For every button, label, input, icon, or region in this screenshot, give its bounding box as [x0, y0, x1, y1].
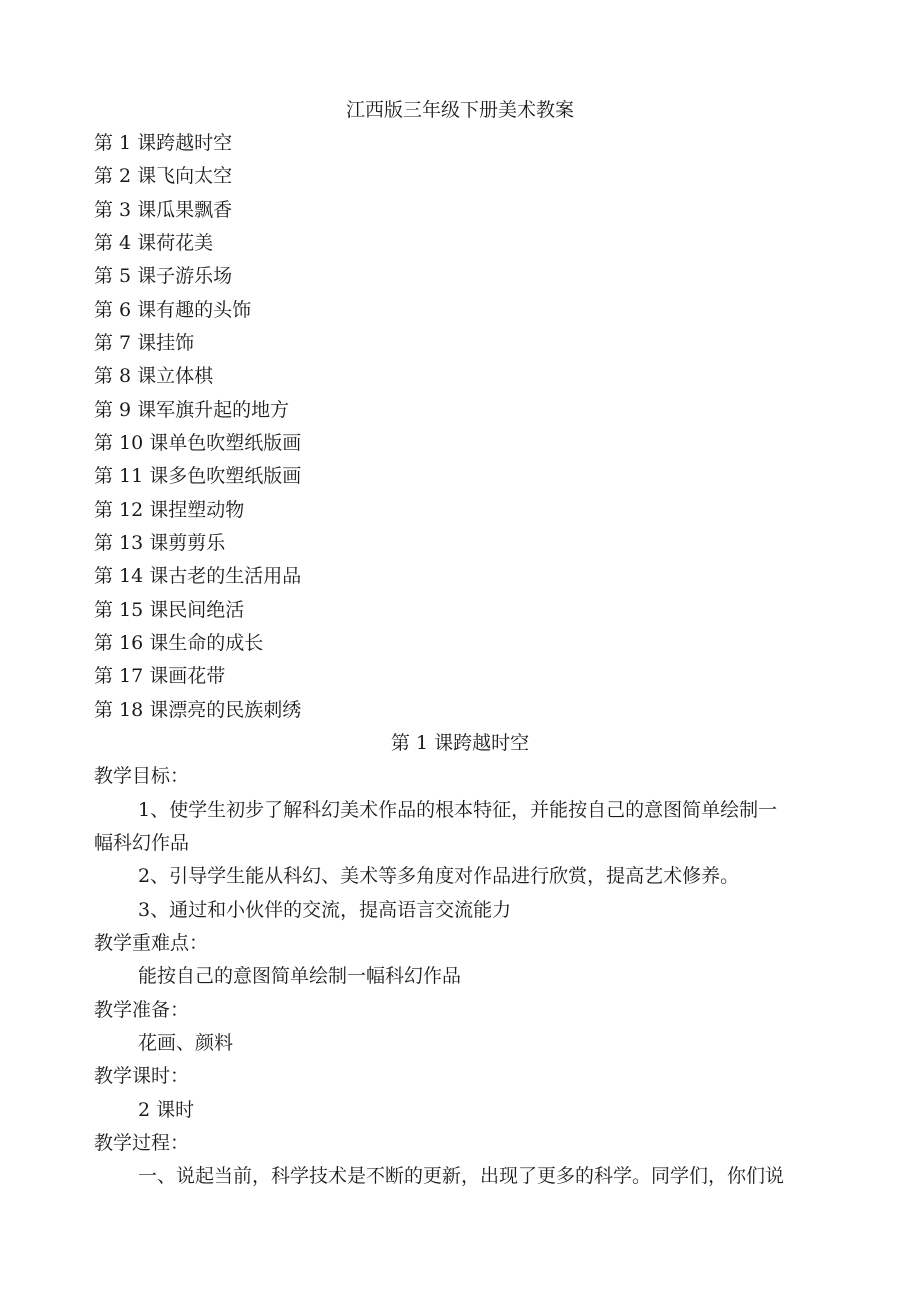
- toc-item: 第 12 课捏塑动物: [94, 499, 245, 521]
- preparation-text: 花画、颜料: [138, 1032, 234, 1054]
- process-text: 一、说起当前，科学技术是不断的更新，出现了更多的科学。同学们，你们说: [138, 1165, 785, 1187]
- toc-item: 第 14 课古老的生活用品: [94, 565, 302, 587]
- objectives-heading: 教学目标：: [94, 765, 190, 787]
- objective-1-continued: 幅科幻作品: [94, 832, 190, 854]
- toc-item: 第 11 课多色吹塑纸版画: [94, 465, 302, 487]
- keypoints-heading: 教学重难点：: [94, 932, 209, 954]
- toc-item: 第 9 课军旗升起的地方: [94, 399, 290, 421]
- hours-text: 2 课时: [138, 1099, 195, 1121]
- toc-item: 第 7 课挂饰: [94, 332, 195, 354]
- toc-item: 第 13 课剪剪乐: [94, 532, 226, 554]
- lesson-title: 第 1 课跨越时空: [390, 732, 530, 754]
- toc-item: 第 5 课子游乐场: [94, 265, 233, 287]
- toc-item: 第 4 课荷花美: [94, 232, 214, 254]
- toc-item: 第 18 课漂亮的民族刺绣: [94, 699, 302, 721]
- preparation-heading: 教学准备：: [94, 999, 190, 1021]
- toc-item: 第 15 课民间绝活: [94, 599, 245, 621]
- toc-item: 第 2 课飞向太空: [94, 165, 233, 187]
- hours-heading: 教学课时：: [94, 1065, 190, 1087]
- toc-item: 第 8 课立体棋: [94, 365, 214, 387]
- objective-3: 3、通过和小伙伴的交流，提高语言交流能力: [138, 899, 512, 921]
- keypoints-text: 能按自己的意图简单绘制一幅科幻作品: [138, 965, 462, 987]
- toc-item: 第 16 课生命的成长: [94, 632, 264, 654]
- toc-item: 第 10 课单色吹塑纸版画: [94, 432, 302, 454]
- toc-item: 第 6 课有趣的头饰: [94, 299, 252, 321]
- document-title: 江西版三年级下册美术教案: [345, 99, 574, 121]
- objective-1: 1、使学生初步了解科幻美术作品的根本特征，并能按自己的意图简单绘制一: [138, 799, 778, 821]
- toc-item: 第 1 课跨越时空: [94, 132, 233, 154]
- toc-item: 第 17 课画花带: [94, 665, 226, 687]
- toc-item: 第 3 课瓜果飘香: [94, 199, 233, 221]
- process-heading: 教学过程：: [94, 1132, 190, 1154]
- objective-2: 2、引导学生能从科幻、美术等多角度对作品进行欣赏，提高艺术修养。: [138, 865, 740, 887]
